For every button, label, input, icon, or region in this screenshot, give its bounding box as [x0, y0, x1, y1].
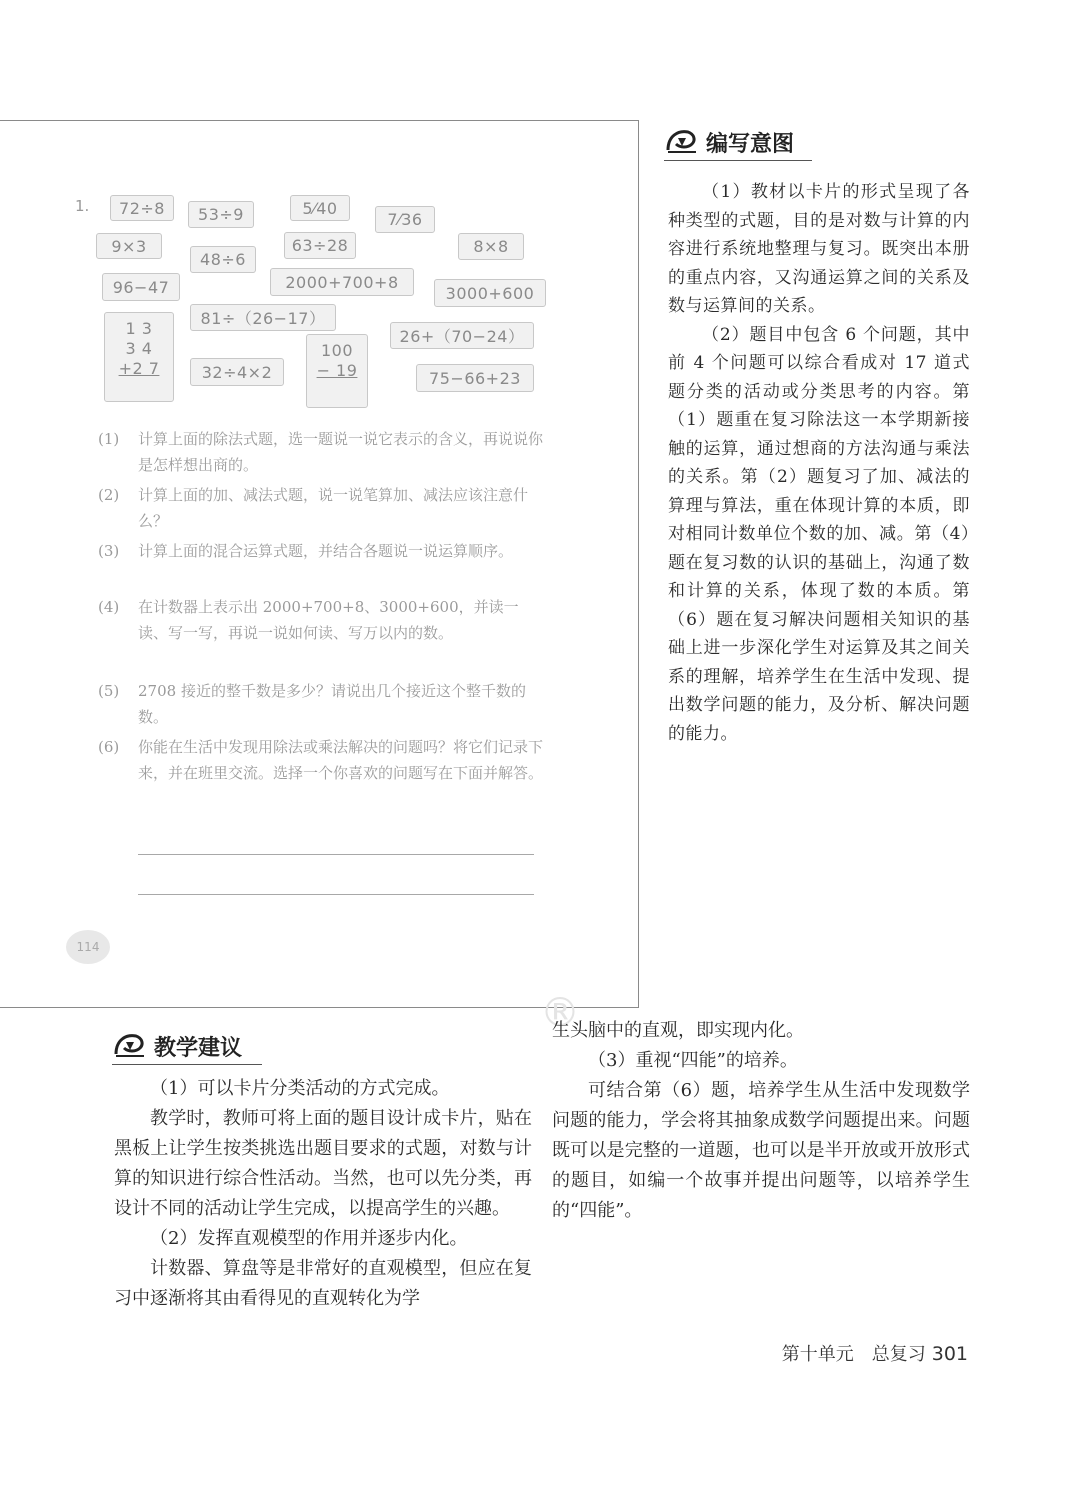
card-40-div-5: 5⁄40	[290, 195, 350, 221]
card-75-minus-66-plus-23: 75−66+23	[416, 364, 534, 392]
card-53-div-9: 53÷9	[188, 201, 254, 228]
card-48-div-6: 48÷6	[190, 246, 256, 273]
card-81-div-paren: 81÷（26−17）	[190, 304, 336, 331]
problem-number: 1.	[75, 197, 90, 215]
card-2000-700-8: 2000+700+8	[270, 268, 414, 296]
card-63-div-28: 63÷28	[284, 232, 356, 259]
card-72-div-8: 72÷8	[110, 195, 174, 221]
question-text: 2708 接近的整千数是多少？请说出几个接近这个整千数的数。	[138, 682, 526, 726]
card-8-times-8: 8×8	[458, 233, 524, 260]
question-label: (6)	[98, 738, 120, 756]
page-footer	[782, 1340, 968, 1366]
question-text: 你能在生活中发现用除法或乘法解决的问题吗？将它们记录下来，并在班里交流。选择一个你喜欢的问题写在下面并解答。	[138, 738, 544, 782]
question-label: (1)	[98, 430, 120, 448]
page-number: 301	[931, 1343, 968, 1365]
question-4	[98, 594, 548, 646]
card-9-times-3: 9×3	[96, 233, 162, 259]
unit-title: 第十单元 总复习	[781, 1344, 926, 1365]
card-vertical-addition	[104, 312, 174, 402]
question-6	[98, 734, 548, 786]
card-26-plus-paren: 26+（70−24）	[390, 322, 534, 349]
question-text: 在计数器上表示出 2000+700+8、3000+600，并读一读、写一写，再说一说如何读、写万以内的数。	[138, 598, 519, 642]
pen-nib-icon	[664, 126, 700, 158]
question-label: (3)	[98, 542, 120, 560]
question-label: (4)	[98, 598, 120, 616]
section-divider	[664, 160, 812, 161]
vertical-sub-row-2: − 19	[316, 361, 358, 380]
pen-nib-icon	[112, 1030, 148, 1062]
question-text: 计算上面的混合运算式题，并结合各题说一说运算顺序。	[138, 542, 514, 560]
vertical-add-row-2: 3 4	[125, 339, 153, 358]
paragraph: （1）可以卡片分类活动的方式完成。	[150, 1078, 450, 1099]
teaching-right-column	[552, 1016, 970, 1226]
teaching-left-column	[114, 1074, 532, 1314]
question-2	[98, 482, 548, 534]
question-text: 计算上面的除法式题，选一题说一说它表示的含义，再说说你是怎样想出商的。	[138, 430, 544, 474]
card-3000-600: 3000+600	[434, 279, 546, 307]
section-divider	[112, 1064, 262, 1065]
card-vertical-subtraction	[306, 334, 368, 408]
card-32-div-4-times-2: 32÷4×2	[190, 358, 284, 386]
paragraph: 可结合第（6）题，培养学生从生活中发现数学问题的能力，学会将其抽象成数学问题提出来。问题既可以是完整的一道题，也可以是半开放或开放形式的题目，如编一个故事并提出问题等，以培养学生的“四能”。	[552, 1080, 970, 1221]
textbook-page-number: 114	[66, 930, 110, 964]
question-label: (2)	[98, 486, 120, 504]
question-3	[98, 538, 548, 564]
answer-line	[138, 894, 534, 895]
card-36-div-7: 7⁄36	[375, 206, 435, 233]
paragraph: （3）重视“四能”的培养。	[588, 1050, 798, 1071]
card-96-minus-47: 96−47	[102, 273, 180, 301]
question-1	[98, 426, 548, 478]
vertical-sub-row-1: 100	[320, 341, 354, 360]
teaching-suggestions-title: 教学建议	[154, 1035, 243, 1061]
paragraph: （1）教材以卡片的形式呈现了各种类型的式题，目的是对数与计算的内容进行系统地整理与复习。既突出本册的重点内容，又沟通运算之间的关系及数与运算间的关系。	[668, 182, 970, 316]
vertical-add-row-3: +2 7	[118, 359, 160, 378]
question-text: 计算上面的加、减法式题，说一说笔算加、减法应该注意什么？	[138, 486, 529, 530]
question-label: (5)	[98, 682, 120, 700]
paragraph: （2）发挥直观模型的作用并逐步内化。	[150, 1228, 468, 1249]
paragraph: （2）题目中包含 6 个问题，其中前 4 个问题可以综合看成对 17 道式题分类的活动或分类思考的内容。第（1）题重在复习除法这一本学期新接触的运算，通过想商的方法沟通与乘法的关系。第（2）题复习了加、减法的算理与算法，重在体现计算的本质，即对相同计数单位个数的加、减。第（4）题在复习数的认识的基础上，沟通了数和计算的关系，体现了数的本质。第（6）题在复习解决问题相关知识的基础上进一步深化学生对运算及其之间关系的理解，培养学生在生活中发现、提出数学问题的能力，及分析、解决问题的能力。	[668, 324, 970, 744]
writing-intent-title: 编写意图	[706, 131, 795, 157]
watermark: ®	[540, 990, 580, 1036]
paragraph: 教学时，教师可将上面的题目设计成卡片，贴在黑板上让学生按类挑选出题目要求的式题，对数与计算的知识进行综合性活动。当然，也可以先分类，再设计不同的活动让学生完成，以提高学生的兴趣。	[114, 1108, 532, 1219]
vertical-add-row-1: 1 3	[125, 319, 153, 338]
teaching-suggestions-header	[112, 1030, 242, 1062]
answer-line	[138, 854, 534, 855]
paragraph: 计数器、算盘等是非常好的直观模型，但应在复习中逐渐将其由看得见的直观转化为学	[114, 1258, 532, 1309]
paragraph: 生头脑中的直观，即实现内化。	[552, 1020, 804, 1041]
writing-intent-header	[664, 126, 794, 158]
writing-intent-body	[668, 178, 970, 748]
question-5	[98, 678, 548, 730]
